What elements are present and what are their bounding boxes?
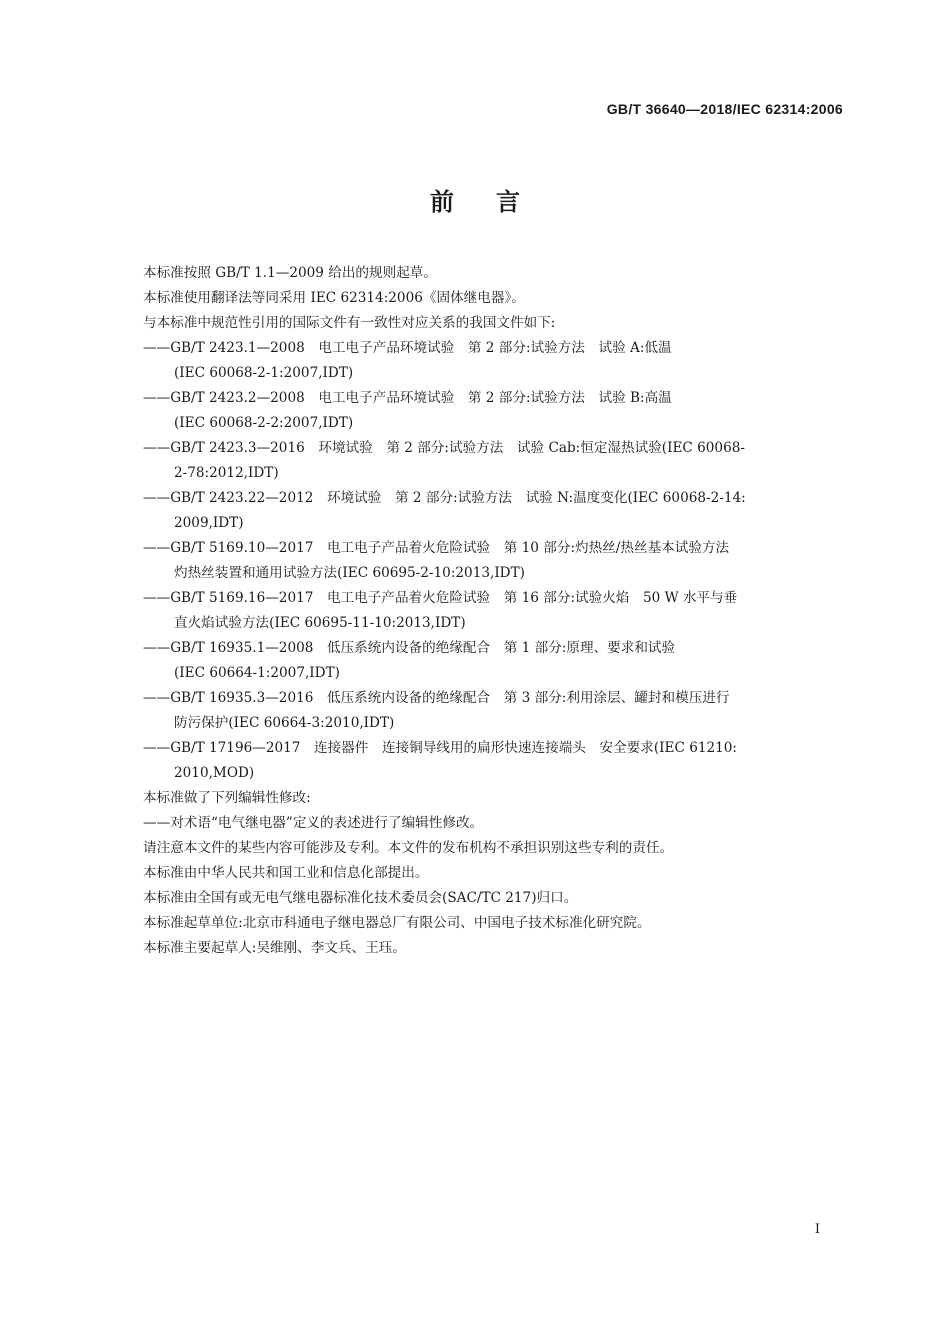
paragraph-patent-notice: 请注意本文件的某些内容可能涉及专利。本文件的发布机构不承担识别这些专利的责任。: [143, 840, 674, 856]
paragraph-drafting-rules: 本标准按照 GB/T 1.1—2009 给出的规则起草。: [143, 265, 437, 281]
paragraph-drafters: 本标准主要起草人:吴维刚、李文兵、王珏。: [143, 940, 406, 956]
reference-line: ——GB/T 2423.1—2008 电工电子产品环境试验 第 2 部分:试验方法 试验 A:低温: [143, 340, 672, 356]
reference-item: [143, 536, 845, 586]
reference-item: [143, 586, 845, 636]
reference-line: ——GB/T 5169.16—2017 电工电子产品着火危险试验 第 16 部分:试验火焰 50 W 水平与垂: [143, 590, 738, 606]
reference-line-continued: 直火焰试验方法(IEC 60695-11-10:2013,IDT): [174, 615, 466, 631]
paragraph-drafting-units: 本标准起草单位:北京市科通电子继电器总厂有限公司、中国电子技术标准化研究院。: [143, 915, 651, 931]
reference-item: [143, 736, 845, 786]
paragraph-editorial-intro: 本标准做了下列编辑性修改:: [143, 790, 311, 806]
reference-item: [143, 436, 845, 486]
reference-line-continued: 灼热丝装置和通用试验方法(IEC 60695-2-10:2013,IDT): [174, 565, 525, 581]
reference-line: ——GB/T 16935.1—2008 低压系统内设备的绝缘配合 第 1 部分:原理、要求和试验: [143, 640, 676, 656]
reference-line: ——GB/T 16935.3—2016 低压系统内设备的绝缘配合 第 3 部分:利用涂层、罐封和模压进行: [143, 690, 730, 706]
paragraph-editorial-item: ——对术语“电气继电器”定义的表述进行了编辑性修改。: [143, 815, 484, 831]
standard-number-header: [607, 101, 843, 117]
reference-item: [143, 386, 845, 436]
reference-item: [143, 486, 845, 536]
standard-number: GB/T 36640—2018/IEC 62314:2006: [606, 101, 843, 117]
reference-line-continued: 2010,MOD): [174, 765, 255, 781]
reference-line-continued: (IEC 60068-2-1:2007,IDT): [174, 365, 354, 381]
reference-item: [143, 336, 845, 386]
reference-item: [143, 686, 845, 736]
page-number: I: [814, 1222, 820, 1237]
reference-line-continued: (IEC 60068-2-2:2007,IDT): [174, 415, 354, 431]
reference-line-continued: (IEC 60664-1:2007,IDT): [174, 665, 340, 681]
document-body: [143, 261, 845, 961]
page-title: 前言: [430, 188, 562, 216]
reference-line: ——GB/T 17196—2017 连接器件 连接铜导线用的扁形快速连接端头 安全要求(IEC 61210:: [143, 740, 738, 756]
paragraph-adoption: 本标准使用翻译法等同采用 IEC 62314:2006《固体继电器》。: [143, 290, 525, 306]
reference-line: ——GB/T 2423.3—2016 环境试验 第 2 部分:试验方法 试验 Cab:恒定湿热试验(IEC 60068-: [143, 440, 745, 456]
reference-line-continued: 防污保护(IEC 60664-3:2010,IDT): [174, 715, 395, 731]
reference-line: ——GB/T 2423.22—2012 环境试验 第 2 部分:试验方法 试验 N:温度变化(IEC 60068-2-14:: [143, 490, 746, 506]
paragraph-proposed-by: 本标准由中华人民共和国工业和信息化部提出。: [143, 865, 429, 881]
reference-line: ——GB/T 2423.2—2008 电工电子产品环境试验 第 2 部分:试验方法 试验 B:高温: [143, 390, 672, 406]
paragraph-centralized-by: 本标准由全国有或无电气继电器标准化技术委员会(SAC/TC 217)归口。: [143, 890, 578, 906]
reference-item: [143, 636, 845, 686]
reference-line-continued: 2-78:2012,IDT): [174, 465, 279, 481]
paragraph-reference-intro: 与本标准中规范性引用的国际文件有一致性对应关系的我国文件如下:: [143, 315, 556, 331]
reference-line: ——GB/T 5169.10—2017 电工电子产品着火危险试验 第 10 部分:灼热丝/热丝基本试验方法: [143, 540, 730, 556]
reference-line-continued: 2009,IDT): [174, 515, 244, 531]
